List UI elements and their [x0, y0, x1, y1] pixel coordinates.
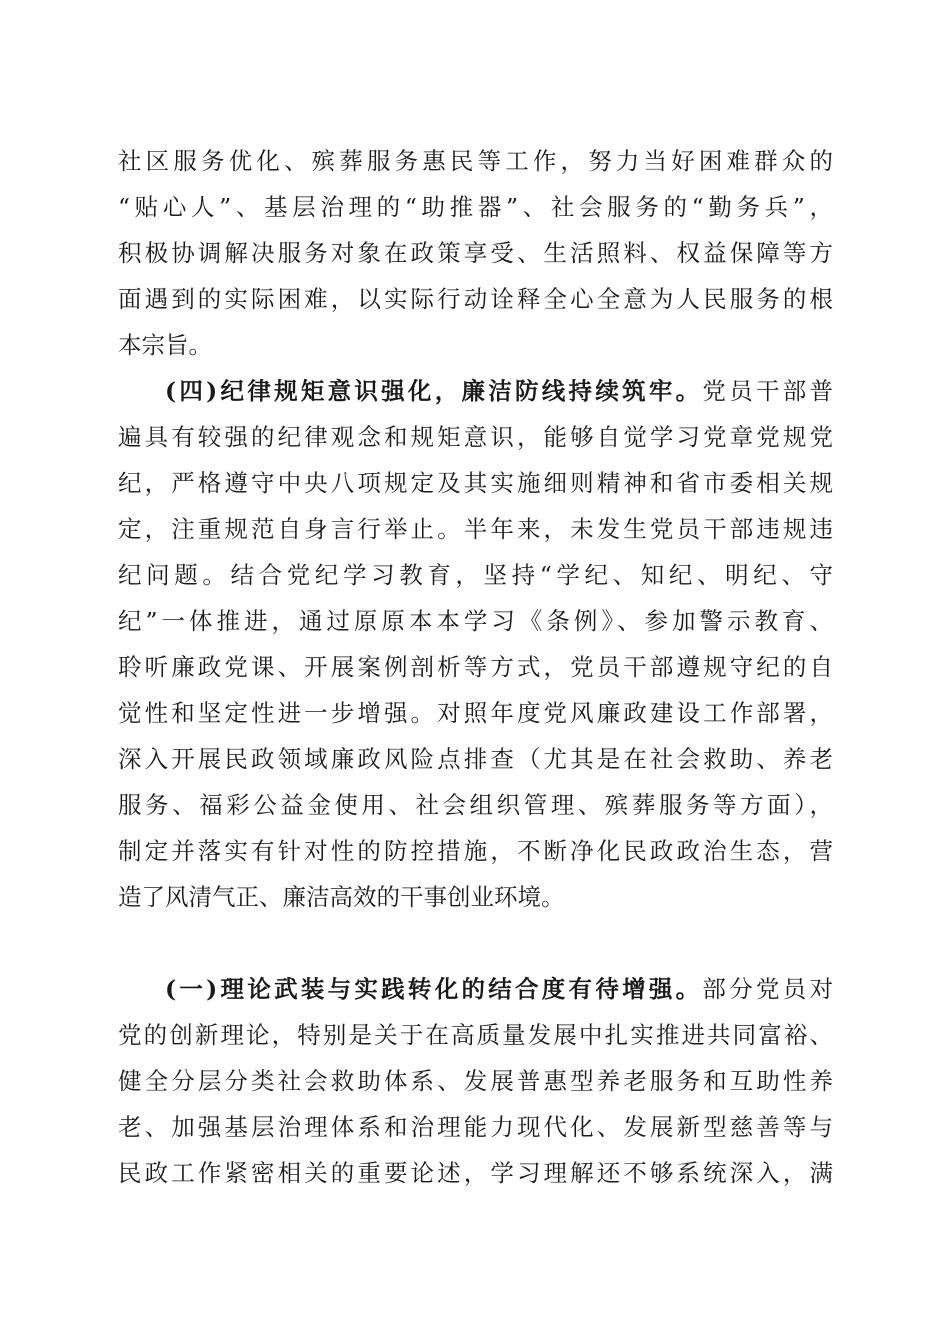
paragraph-first-line [118, 966, 833, 1012]
paragraph-line: 制定并落实有针对性的防控措施，不断净化民政政治生态，营 [118, 837, 833, 865]
paragraph-line: 老、加强基层治理体系和治理能力现代化、发展新型慈善等与 [118, 1113, 833, 1141]
paragraph-line: 党的创新理论，特别是关于在高质量发展中扎实推进共同富裕、 [118, 1021, 833, 1049]
paragraph-first-line [118, 368, 833, 414]
paragraph-line: 面遇到的实际困难，以实际行动诠释全心全意为人民服务的根 [118, 285, 833, 313]
paragraph-line: 聆听廉政党课、开展案例剖析等方式，党员干部遵规守纪的自 [118, 653, 833, 681]
paragraph-line: 定，注重规范自身言行举止。半年来，未发生党员干部违规违 [118, 515, 833, 543]
paragraph-line: 纪问题。结合党纪学习教育，坚持“学纪、知纪、明纪、守 [118, 561, 833, 589]
paragraph-heading: (一)理论武装与实践转化的结合度有待增强。 [165, 975, 703, 1003]
paragraph-line: 积极协调解决服务对象在政策享受、生活照料、权益保障等方 [118, 239, 833, 267]
paragraph-line: 觉性和坚定性进一步增强。对照年度党风廉政建设工作部署， [118, 699, 833, 727]
paragraph-first-line-text: 党员干部普 [702, 377, 834, 405]
paragraph-line: 民政工作紧密相关的重要论述，学习理解还不够系统深入，满 [118, 1159, 833, 1187]
paragraph-first-line-text: 部分党员对 [702, 975, 834, 1003]
paragraph-line: 服务、福彩公益金使用、社会组织管理、殡葬服务等方面）， [118, 791, 833, 819]
paragraph-line: 造了风清气正、廉洁高效的干事创业环境。 [118, 883, 565, 911]
paragraph-line: 社区服务优化、殡葬服务惠民等工作，努力当好困难群众的 [118, 147, 833, 175]
paragraph-line: 纪，严格遵守中央八项规定及其实施细则精神和省市委相关规 [118, 469, 833, 497]
section-heading [118, 920, 833, 966]
paragraph-line: “贴心人”、基层治理的“助推器”、社会服务的“勤务兵”， [118, 193, 833, 221]
paragraph-line: 深入开展民政领域廉政风险点排查（尤其是在社会救助、养老 [118, 745, 833, 773]
paragraph-line: 本宗旨。 [118, 331, 212, 359]
paragraph-line: 健全分层分类社会救助体系、发展普惠型养老服务和互助性养 [118, 1067, 833, 1095]
document-body [118, 138, 833, 1196]
paragraph-heading: (四)纪律规矩意识强化，廉洁防线持续筑牢。 [165, 377, 703, 405]
paragraph-line: 纪”一体推进，通过原原本本学习《条例》、参加警示教育、 [118, 607, 833, 635]
paragraph-line: 遍具有较强的纪律观念和规矩意识，能够自觉学习党章党规党 [118, 423, 833, 451]
